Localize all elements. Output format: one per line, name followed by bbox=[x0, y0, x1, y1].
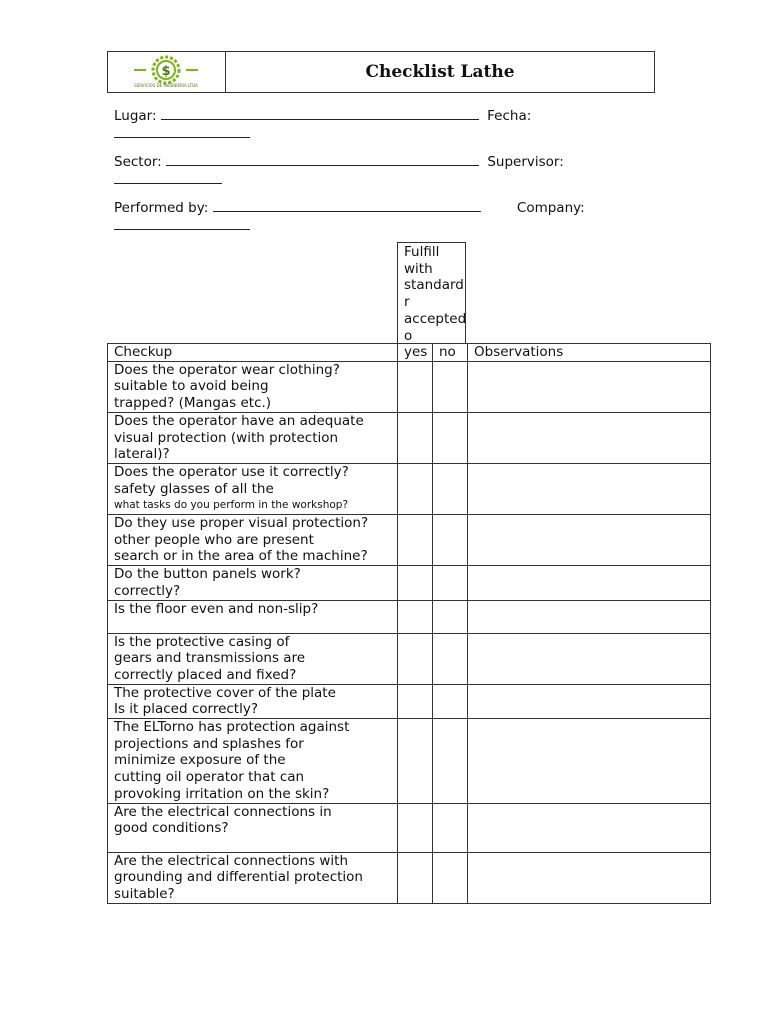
yes-cell[interactable] bbox=[398, 803, 433, 852]
question-line: Does the operator use it correctly? bbox=[114, 463, 349, 480]
fecha-label: Fecha: bbox=[487, 108, 532, 124]
question-line: Is it placed correctly? bbox=[114, 701, 258, 718]
observations-cell[interactable] bbox=[468, 684, 711, 718]
header-box bbox=[107, 51, 655, 93]
observations-cell[interactable] bbox=[468, 566, 711, 600]
no-cell[interactable] bbox=[433, 600, 468, 633]
yes-cell[interactable] bbox=[398, 684, 433, 718]
lugar-input-line[interactable] bbox=[161, 106, 479, 120]
question-line: Is the protective casing of bbox=[114, 633, 290, 650]
yes-cell[interactable] bbox=[398, 633, 433, 684]
no-cell[interactable] bbox=[433, 515, 468, 566]
question-line: lateral)? bbox=[114, 446, 170, 463]
question-line: other people who are present bbox=[114, 531, 314, 548]
yes-cell[interactable] bbox=[398, 852, 433, 903]
company-label: Company: bbox=[516, 200, 585, 216]
svg-text:SERVICIOS DE INGENIERIA LTDA: SERVICIOS DE INGENIERIA LTDA bbox=[134, 83, 198, 88]
lugar-row bbox=[114, 106, 531, 125]
sector-label: Sector: bbox=[114, 154, 162, 170]
column-header-observations: Observations bbox=[468, 344, 711, 362]
svg-text:$: $ bbox=[161, 64, 171, 79]
company-row-continued bbox=[114, 216, 250, 235]
table-row bbox=[108, 633, 711, 684]
table-header-row bbox=[108, 344, 711, 362]
fulfill-header-line: accepted bbox=[404, 310, 467, 327]
checkup-question bbox=[108, 566, 398, 600]
question-line: Does the operator have an adequate bbox=[114, 412, 364, 429]
table-row bbox=[108, 600, 711, 633]
question-line: Does the operator wear clothing? bbox=[114, 361, 340, 378]
column-header-checkup: Checkup bbox=[108, 344, 398, 362]
question-line: what tasks do you perform in the workshop? bbox=[114, 499, 349, 512]
fulfill-header-line: r bbox=[404, 294, 410, 311]
observations-cell[interactable] bbox=[468, 515, 711, 566]
checkup-question bbox=[108, 633, 398, 684]
supervisor-row-continued bbox=[114, 170, 222, 189]
yes-cell[interactable] bbox=[398, 719, 433, 804]
performed-by-input-line[interactable] bbox=[213, 198, 481, 212]
table-row bbox=[108, 719, 711, 804]
question-line: The protective cover of the plate bbox=[114, 684, 336, 701]
question-line: correctly placed and fixed? bbox=[114, 666, 297, 683]
no-cell[interactable] bbox=[433, 566, 468, 600]
table-row bbox=[108, 566, 711, 600]
performed-by-label: Performed by: bbox=[114, 200, 209, 216]
observations-cell[interactable] bbox=[468, 852, 711, 903]
question-line: provoking irritation on the skin? bbox=[114, 785, 330, 802]
checklist-table bbox=[107, 343, 711, 904]
observations-cell[interactable] bbox=[468, 412, 711, 463]
checkup-question bbox=[108, 515, 398, 566]
table-row bbox=[108, 412, 711, 463]
observations-cell[interactable] bbox=[468, 600, 711, 633]
observations-cell[interactable] bbox=[468, 719, 711, 804]
question-line: suitable to avoid being bbox=[114, 378, 269, 395]
question-line: cutting oil operator that can bbox=[114, 769, 305, 786]
fulfill-header-line: with bbox=[404, 260, 433, 277]
observations-cell[interactable] bbox=[468, 803, 711, 852]
table-row bbox=[108, 852, 711, 903]
checkup-question bbox=[108, 361, 398, 412]
question-line: projections and splashes for bbox=[114, 735, 304, 752]
question-line: search or in the area of the machine? bbox=[114, 548, 368, 565]
sector-row bbox=[114, 152, 564, 171]
checkup-question bbox=[108, 852, 398, 903]
question-line: gears and transmissions are bbox=[114, 650, 306, 667]
column-header-yes: yes bbox=[398, 344, 433, 362]
question-line: suitable? bbox=[114, 885, 175, 902]
question-line: Do the button panels work? bbox=[114, 566, 301, 583]
question-line: Is the floor even and non-slip? bbox=[114, 600, 319, 617]
checkup-question bbox=[108, 600, 398, 633]
question-line: Are the electrical connections with bbox=[114, 852, 348, 869]
supervisor-label: Supervisor: bbox=[487, 154, 564, 170]
fulfill-standard-header bbox=[397, 242, 466, 344]
checkup-question bbox=[108, 803, 398, 852]
fulfill-header-line: o bbox=[404, 327, 413, 344]
checkup-question bbox=[108, 412, 398, 463]
yes-cell[interactable] bbox=[398, 515, 433, 566]
table-row bbox=[108, 803, 711, 852]
fulfill-header-line: Fulfill bbox=[404, 244, 440, 260]
observations-cell[interactable] bbox=[468, 361, 711, 412]
checkup-question bbox=[108, 463, 398, 514]
question-line: The ELTorno has protection against bbox=[114, 719, 350, 736]
performed-by-row bbox=[114, 198, 585, 217]
question-line: grounding and differential protection bbox=[114, 869, 363, 886]
observations-cell[interactable] bbox=[468, 633, 711, 684]
checkup-question bbox=[108, 684, 398, 718]
question-line: safety glasses of all the bbox=[114, 480, 274, 497]
table-row bbox=[108, 515, 711, 566]
question-line: minimize exposure of the bbox=[114, 752, 286, 769]
observations-cell[interactable] bbox=[468, 463, 711, 514]
question-line: trapped? (Mangas etc.) bbox=[114, 395, 272, 412]
fecha-input-line[interactable] bbox=[114, 124, 250, 138]
no-cell[interactable] bbox=[433, 719, 468, 804]
fulfill-header-line: standard bbox=[404, 277, 464, 294]
no-cell[interactable] bbox=[433, 633, 468, 684]
company-input-line[interactable] bbox=[114, 216, 250, 230]
no-cell[interactable] bbox=[433, 412, 468, 463]
question-line: good conditions? bbox=[114, 820, 229, 837]
question-line: correctly? bbox=[114, 582, 181, 599]
yes-cell[interactable] bbox=[398, 361, 433, 412]
table-row bbox=[108, 361, 711, 412]
no-cell[interactable] bbox=[433, 361, 468, 412]
no-cell[interactable] bbox=[433, 852, 468, 903]
question-line: Are the electrical connections in bbox=[114, 803, 332, 820]
column-header-no: no bbox=[433, 344, 468, 362]
supervisor-input-line[interactable] bbox=[114, 170, 222, 184]
document-title: Checklist Lathe bbox=[365, 62, 515, 82]
sector-input-line[interactable] bbox=[166, 152, 479, 166]
lugar-label: Lugar: bbox=[114, 108, 157, 124]
no-cell[interactable] bbox=[433, 684, 468, 718]
question-line: visual protection (with protection bbox=[114, 429, 339, 446]
table-row bbox=[108, 684, 711, 718]
checkup-question bbox=[108, 719, 398, 804]
yes-cell[interactable] bbox=[398, 600, 433, 633]
no-cell[interactable] bbox=[433, 803, 468, 852]
no-cell[interactable] bbox=[433, 463, 468, 514]
fecha-row-continued bbox=[114, 124, 250, 143]
yes-cell[interactable] bbox=[398, 412, 433, 463]
company-logo bbox=[108, 52, 226, 92]
question-line: Do they use proper visual protection? bbox=[114, 515, 369, 532]
yes-cell[interactable] bbox=[398, 463, 433, 514]
yes-cell[interactable] bbox=[398, 566, 433, 600]
table-row bbox=[108, 463, 711, 514]
